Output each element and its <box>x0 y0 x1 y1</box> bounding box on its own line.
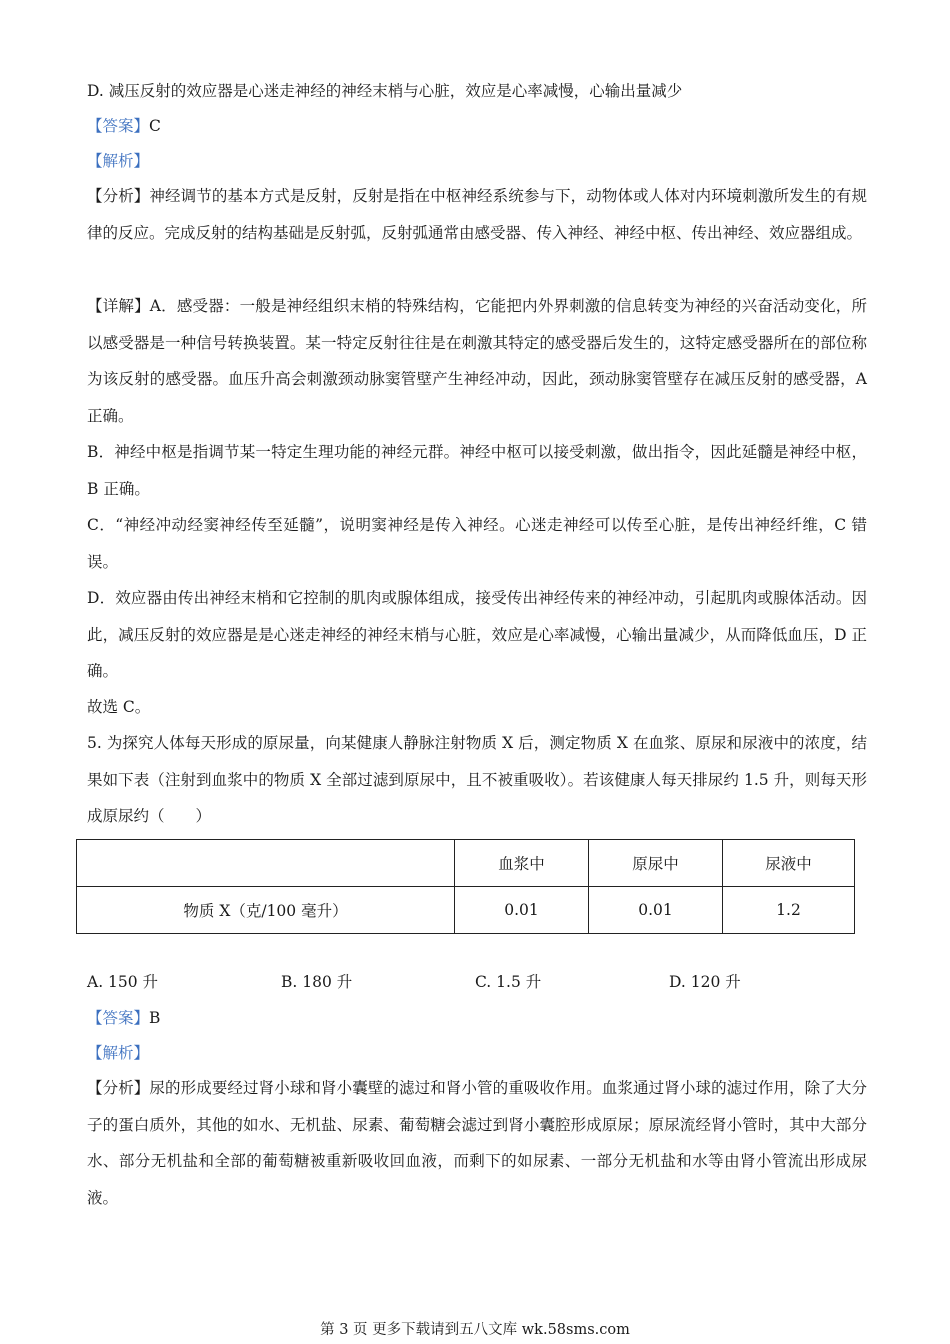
answer-line-2 <box>87 1000 867 1037</box>
option-d: D. 120 升 <box>669 973 741 991</box>
detail-paragraph-d: D．效应器由传出神经末梢和它控制的肌肉或腺体组成，接受传出神经传来的神经冲动，引起肌肉或腺体活动。因此，减压反射的效应器是是心迷走神经的神经末梢与心脏，效应是心率减慢，心输出量减少，从而降低血压，D 正确。 <box>87 589 867 680</box>
data-table <box>76 839 855 934</box>
detail-paragraph-a: 【详解】A．感受器：一般是神经组织末梢的特殊结构，它能把内外界刺激的信息转变为神经的兴奋活动变化，所以感受器是一种信号转换装置。某一特定反射往往是在刺激其特定的感受器后发生的，这特定感受器所在的部位称为该反射的感受器。血压升高会刺激颈动脉窦管壁产生神经冲动，因此，颈动脉窦管壁存在减压反射的感受器，A 正确。 <box>87 297 867 425</box>
table-header-cell <box>77 840 455 887</box>
answer-tag: 【答案】 <box>87 1009 150 1027</box>
table-cell: 1.2 <box>723 887 855 934</box>
answer-value: B <box>149 1009 161 1027</box>
option-b: B. 180 升 <box>281 973 353 991</box>
analysis-tag-1: 【解析】 <box>87 152 150 170</box>
table-header-cell: 尿液中 <box>723 840 855 887</box>
option-c: C. 1.5 升 <box>475 973 542 991</box>
detail-paragraph-c: C．“神经冲动经窦神经传至延髓”，说明窦神经是传入神经。心迷走神经可以传至心脏，是传出神经纤维，C 错误。 <box>87 516 867 571</box>
detail-paragraph-b: B．神经中枢是指调节某一特定生理功能的神经元群。神经中枢可以接受刺激，做出指令，因此延髓是神经中枢，B 正确。 <box>87 443 867 498</box>
table-row-label: 物质 X（克/100 毫升） <box>77 887 455 934</box>
conclusion-line: 故选 C。 <box>87 698 151 716</box>
analysis-paragraph-1: 【分析】神经调节的基本方式是反射，反射是指在中枢神经系统参与下，动物体或人体对内环境刺激所发生的有规律的反应。完成反射的结构基础是反射弧，反射弧通常由感受器、传入神经、神经中枢、传出神经、效应器组成。 <box>87 187 867 242</box>
answer-value: C <box>149 117 161 135</box>
table-header-cell: 血浆中 <box>455 840 589 887</box>
answer-line-1 <box>87 108 867 145</box>
option-d-line: D. 减压反射的效应器是心迷走神经的神经末梢与心脏，效应是心率减慢，心输出量减少 <box>87 82 683 100</box>
answer-tag: 【答案】 <box>87 117 150 135</box>
table-header-row <box>77 840 855 887</box>
table-row <box>77 887 855 934</box>
table-header-cell: 原尿中 <box>589 840 723 887</box>
table-cell: 0.01 <box>455 887 589 934</box>
table-cell: 0.01 <box>589 887 723 934</box>
analysis-tag-2: 【解析】 <box>87 1044 150 1062</box>
option-a: A. 150 升 <box>87 973 159 991</box>
analysis-paragraph-2: 【分析】尿的形成要经过肾小球和肾小囊壁的滤过和肾小管的重吸收作用。血浆通过肾小球的滤过作用，除了大分子的蛋白质外，其他的如水、无机盐、尿素、葡萄糖会滤过到肾小囊腔形成原尿；原尿流经肾小管时，其中大部分水、部分无机盐和全部的葡萄糖被重新吸收回血液，而剩下的如尿素、一部分无机盐和水等由肾小管流出形成尿液。 <box>87 1079 867 1207</box>
page-footer: 第 3 页 更多下载请到五八文库 wk.58sms.com <box>320 1322 630 1338</box>
question-5: 5. 为探究人体每天形成的原尿量，向某健康人静脉注射物质 X 后，测定物质 X 在血浆、原尿和尿液中的浓度，结果如下表（注射到血浆中的物质 X 全部过滤到原尿中，且不被重吸收）。若该健康人每天排尿约 1.5 升，则每天形成原尿约（ ） <box>87 734 867 825</box>
